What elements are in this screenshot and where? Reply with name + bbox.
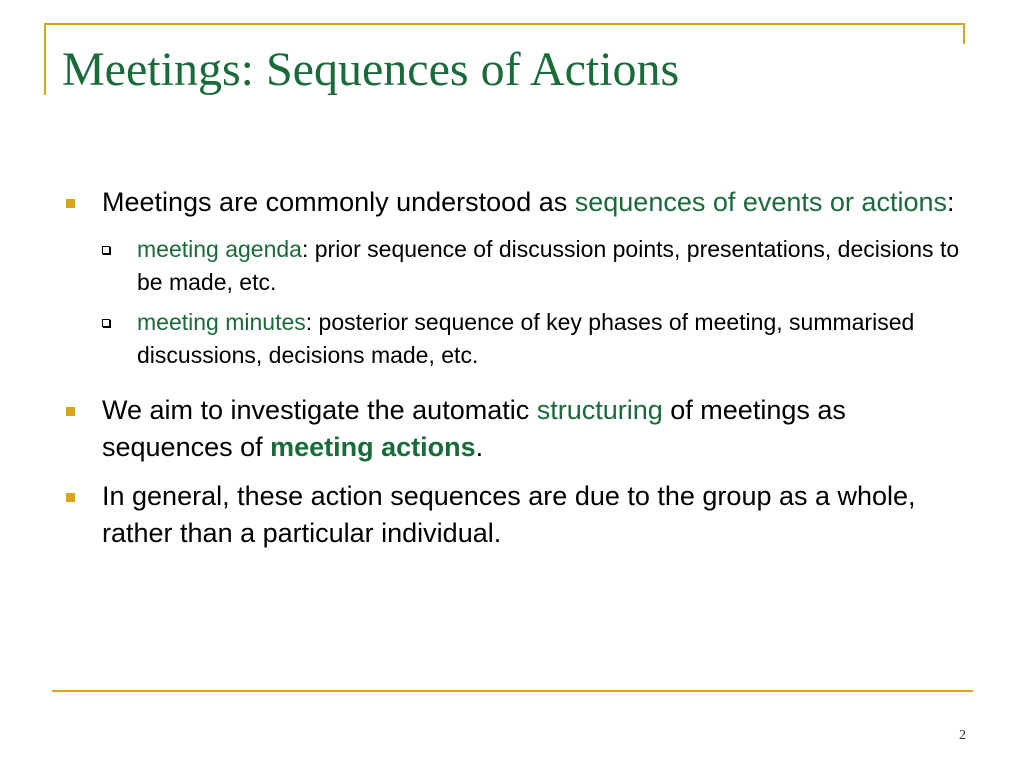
- sub-bullet-agenda-highlight: meeting agenda: [137, 236, 302, 262]
- bullet-structuring-post: .: [475, 432, 484, 462]
- bullet-structuring-mid: of meetings as sequences of: [102, 395, 846, 462]
- sub-bullet-minutes-text: : posterior sequence of key phases of meeting, summarised discussions, decisions made, etc.: [137, 309, 915, 368]
- title-frame-right-rule: [963, 23, 965, 44]
- square-bullet-icon: [66, 493, 75, 502]
- bullet-structuring: [62, 392, 962, 466]
- bullet-group-text: In general, these action sequences are due to the group as a whole, rather than a particular individual.: [102, 481, 916, 548]
- bullet-group: [62, 478, 962, 552]
- slide-body: [62, 184, 962, 564]
- bullet-structuring-highlight: structuring: [536, 395, 663, 425]
- bullet-structuring-pre: We aim to investigate the automatic: [102, 395, 537, 425]
- sub-bullet-minutes-highlight: meeting minutes: [137, 309, 306, 335]
- sub-bullet-agenda-text: : prior sequence of discussion points, presentations, decisions to be made, etc.: [137, 236, 960, 295]
- bullet-sequences-pre: Meetings are commonly understood as: [102, 187, 575, 217]
- sub-bullet-minutes: [62, 306, 962, 372]
- slide-title: Meetings: Sequences of Actions: [62, 43, 680, 96]
- hollow-square-bullet-icon: [102, 246, 110, 254]
- bullet-sequences-post: :: [946, 187, 955, 217]
- square-bullet-icon: [66, 199, 75, 208]
- square-bullet-icon: [66, 407, 75, 416]
- title-frame-left-rule: [44, 23, 46, 95]
- bullet-sequences-highlight: sequences of events or actions: [574, 187, 947, 217]
- title-frame-top-rule: [44, 23, 965, 25]
- sub-bullet-list: [62, 233, 962, 372]
- footer-rule: [52, 690, 973, 692]
- page-number: 2: [959, 728, 966, 743]
- bullet-sequences: [62, 184, 962, 221]
- hollow-square-bullet-icon: [102, 319, 110, 327]
- sub-bullet-agenda: [62, 233, 962, 299]
- bullet-structuring-highlight-bold: meeting actions: [270, 432, 476, 462]
